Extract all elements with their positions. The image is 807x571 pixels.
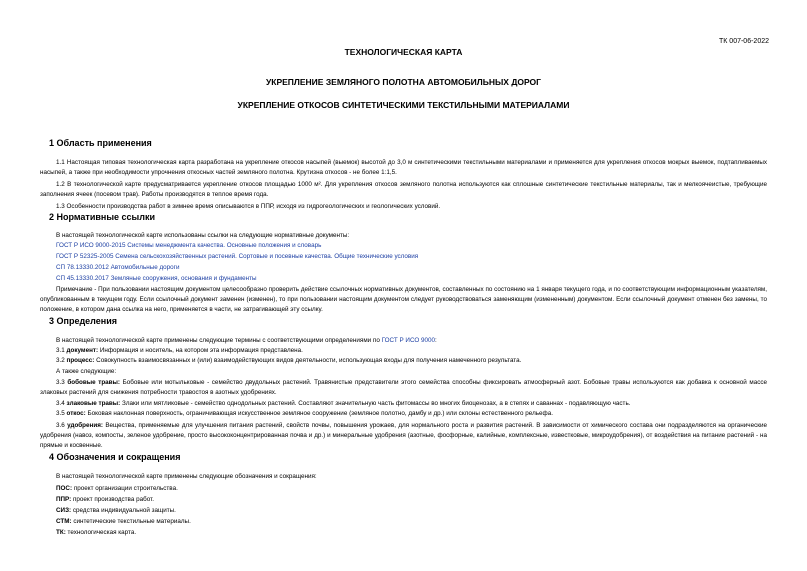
- section-1-paragraph-2: 1.2 В технологической карте предусматривается укрепление откосов площадью 1000 м². Для укрепления откосов земляного полотна используются как сплошные синтетические текстильные материалы, так и мелкоячеистые, требующие заполнения ячеек (посевом трав). Работы производятся в теплое время года.: [40, 181, 767, 198]
- reference-link[interactable]: ГОСТ Р 52325-2005 Семена сельскохозяйственных растений. Сортовые и посевные качества. Общие технические условия: [56, 253, 419, 260]
- section-1-paragraph-3: 1.3 Особенности производства работ в зимнее время описываются в ППР, исходя из гидрогеологических и геологических условий.: [56, 203, 441, 210]
- section-1-heading: 1 Область применения: [49, 138, 152, 148]
- definition-item: 3.6 удобрения: Вещества, применяемые для улучшения питания растений, свойств почвы, повышения урожаев, для нормального роста и развития растений. В зависимости от химического состава они подразделяются на органические удобрения (навоз, компосты, зеленое удобрение, просто высококонцентрированная почва и др.) и минеральные удобрения (азотные, фосфорные, калийные, комплексные, известковые, микроудобрения), от воздействия на питание растений - на прямые и косвенные.: [40, 422, 768, 449]
- section-2-intro: В настоящей технологической карте использованы ссылки на следующие нормативные документы:: [56, 232, 350, 239]
- section-2-heading: 2 Нормативные ссылки: [49, 212, 155, 222]
- document-code: ТК 007-06-2022: [719, 38, 769, 45]
- abbreviation-item: СИЗ: средства индивидуальной защиты.: [56, 507, 176, 514]
- definition-item: 3.5 откос: Боковая наклонная поверхность, ограничивающая искусственное земляное сооружение (земляное полотно, дамбу и др.) или склоны естественного рельефа.: [56, 410, 553, 417]
- document-subtitle-2: УКРЕПЛЕНИЕ ОТКОСОВ СИНТЕТИЧЕСКИМИ ТЕКСТИЛЬНЫМИ МАТЕРИАЛАМИ: [237, 100, 570, 110]
- section-3-heading: 3 Определения: [49, 316, 117, 326]
- definition-item: 3.2 процесс: Совокупность взаимосвязанных и (или) взаимодействующих видов деятельности, использующая входы для получения намеченного результата.: [56, 357, 522, 364]
- definition-item: 3.4 злаковые травы: Злаки или мятликовые - семейство однодольных растений. Составляют значительную часть фитомассы во многих биоценозах, а в степях и саваннах - подавляющую часть.: [56, 400, 631, 407]
- section-3-intro: В настоящей технологической карте применены следующие термины с соответствующими определениями по ГОСТ Р ИСО 9000:: [56, 337, 437, 344]
- section-4-intro: В настоящей технологической карте применены следующие обозначения и сокращения:: [56, 473, 317, 480]
- reference-link[interactable]: СП 45.13330.2017 Земляные сооружения, основания и фундаменты: [56, 275, 257, 282]
- reference-link[interactable]: ГОСТ Р ИСО 9000-2015 Системы менеджмента качества. Основные положения и словарь: [56, 242, 322, 249]
- definitions-also: А также следующие:: [56, 368, 117, 375]
- document-title: ТЕХНОЛОГИЧЕСКАЯ КАРТА: [344, 47, 463, 57]
- section-1-paragraph-1: 1.1 Настоящая типовая технологическая карта разработана на укрепление откосов насыпей (выемок) высотой до 3,0 м синтетическими текстильными материалами и применяется для укрепления откосов мокрых выемок, подтапливаемых насыпей, а также при необходимости упрочнения откосных частей земляного полотна. Крутизна откосов - не более 1:1,5.: [40, 159, 767, 176]
- definition-item: 3.1 документ: Информация и носитель, на котором эта информация представлена.: [56, 347, 303, 354]
- document-subtitle-1: УКРЕПЛЕНИЕ ЗЕМЛЯНОГО ПОЛОТНА АВТОМОБИЛЬНЫХ ДОРОГ: [265, 77, 541, 87]
- section-2-note: Примечание - При пользовании настоящим документом целесообразно проверить действие ссылочных нормативных документов, составленных по состоянию на 1 января текущего года, и по соответствующим информационным указателям, опубликованным в текущем году. Если ссылочный документ заменен (изменен), то при пользовании настоящим документом следует руководствоваться заменяющим (измененным) документом. Если ссылочный документ отменен без замены, то положение, в котором дана ссылка на него, применяется в части, не затрагивающей эту ссылку.: [40, 286, 767, 313]
- gost-iso-9000-link[interactable]: ГОСТ Р ИСО 9000: [381, 337, 436, 344]
- section-4-heading: 4 Обозначения и сокращения: [49, 452, 181, 462]
- abbreviation-item: ППР: проект производства работ.: [56, 496, 154, 503]
- reference-link[interactable]: СП 78.13330.2012 Автомобильные дороги: [56, 264, 180, 271]
- abbreviation-item: ПОС: проект организации строительства.: [56, 485, 178, 492]
- abbreviation-item: ТК: технологическая карта.: [56, 529, 137, 536]
- definition-item: 3.3 бобовые травы: Бобовые или мотыльковые - семейство двудольных растений. Травянистые представители этого семейства способны фиксировать атмосферный азот. Бобовые травы используются как добавка к основной массе злаковых растений для снижения потребности травостоя в азотных удобрениях.: [40, 379, 768, 396]
- abbreviation-item: СТМ: синтетические текстильные материалы.: [56, 518, 191, 525]
